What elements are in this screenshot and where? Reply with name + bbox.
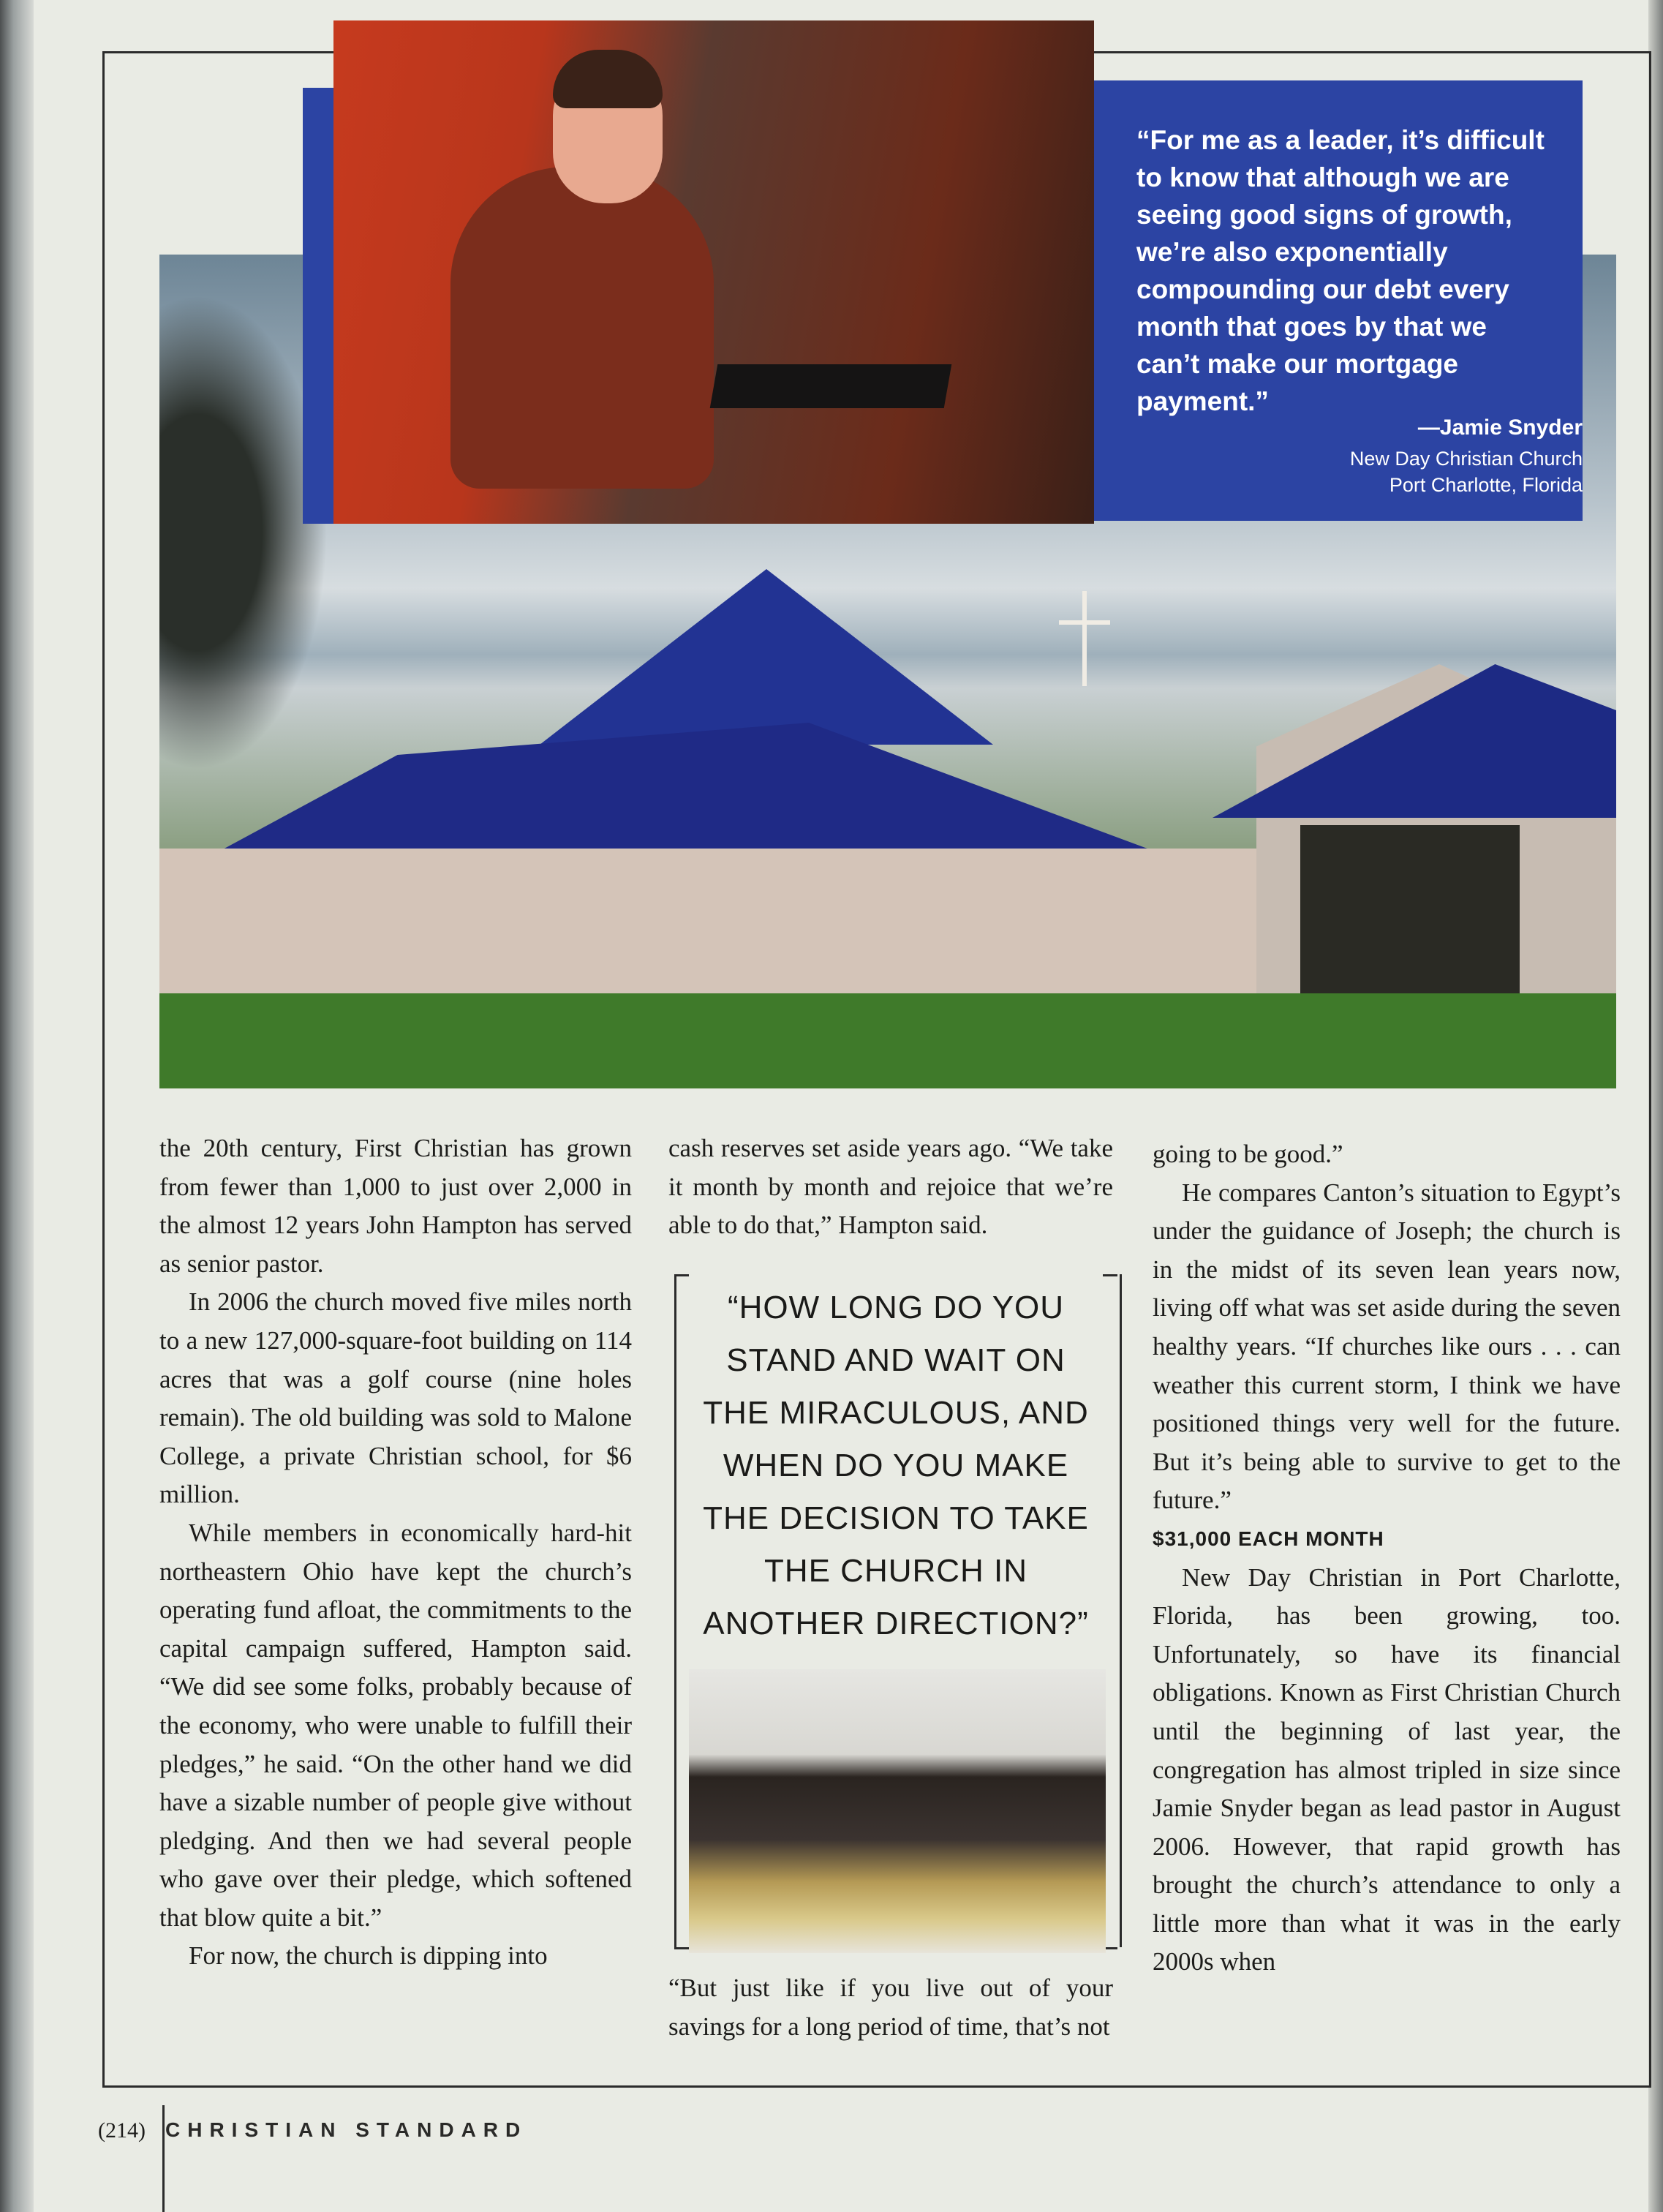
lawn [159,993,1616,1088]
bible-and-money-photo [689,1669,1106,1953]
text-column-1 [159,1129,632,1976]
music-stand [710,364,952,408]
paragraph: going to be good.” [1153,1140,1343,1168]
church-wall [159,849,1308,995]
speaker-photo [333,20,1094,524]
cross-icon-bar [1059,620,1110,625]
pull-quote-corner [674,1274,689,1276]
section-subhead: $31,000 EACH MONTH [1153,1527,1384,1550]
text-column-2 [668,1129,1113,1245]
paragraph: For now, the church is dipping into [189,1941,548,1971]
paragraph: cash reserves set aside years ago. “We take it month by month and rejoice that we’re able to do that,” Hampton said. [668,1134,1113,1240]
paragraph: In 2006 the church moved five miles north to a new 127,000-square-foot building on 114 acres that was a golf course (nine holes remain). The old building was sold to Malone College, a private Christian school, for $6 million. [159,1287,632,1509]
pull-quote: “HOW LONG DO YOU STAND AND WAIT ON THE MIRACULOUS, AND WHEN DO YOU MAKE THE DECISION TO TAKE THE CHURCH IN ANOTHER DIRECTION?” [703,1290,1089,1641]
text-column-3 [1153,1135,1621,1982]
pull-quote-corner [1103,1274,1117,1276]
book-spine-shadow [0,0,34,2212]
blue-panel-edge [303,88,333,524]
quote-attribution-church: New Day Christian Church [1349,448,1583,470]
quote-attribution-location: Port Charlotte, Florida [1389,474,1583,496]
quote-attribution-name: —Jamie Snyder [1417,415,1583,440]
paragraph: “But just like if you live out of your savings for a long period of time, that’s not [668,1974,1113,2041]
speaker-hair [553,50,663,108]
paragraph: He compares Canton’s situation to Egypt’s under the guidance of Joseph; the church is in the midst of its seven lean years now, living off what was set aside during the seven healthy years. “If churches like ours . . . can weather this current storm, I think we have positioned things very well for the future. But it’s being able to survive to get to the future.” [1153,1178,1621,1515]
cross-icon [1082,591,1087,686]
paragraph: the 20th century, First Christian has grown from fewer than 1,000 to just over 2,000 in the almost 12 years John Hampton has served as senior pastor. [159,1134,632,1278]
pull-quote-corner [674,1947,689,1949]
page-number: (214) [98,2118,146,2143]
church-entrance [1300,825,1520,993]
panel-quote: “For me as a leader, it’s difficult to know that although we are seeing good signs of growth, we’re also exponentially compounding our debt every month that goes by that we can’t make our mortgage payment.” [1136,125,1545,416]
paragraph: While members in economically hard-hit northeastern Ohio have kept the church’s operating fund afloat, the commitments to the capital campaign suffered, Hampton said. “We did see some folks, probably because of the economy, who were unable to fulfill their pledges,” he said. “On the other hand we did have a sizable number of people give without pledging. And then we had several people who gave over their pledge, which softened that blow quite a bit.” [159,1518,632,1932]
paragraph: New Day Christian in Port Charlotte, Florida, has been growing, too. Unfortunately, so have its financial obligations. Known as First Christian Church until the beginning of last year, the congregation has almost tripled in size since Jamie Snyder began as lead pastor in August 2006. However, that rapid growth has brought the church’s attendance to only a little more than what it was in the early 2000s when [1153,1562,1621,1976]
speaker-figure [450,167,714,489]
magazine-name: CHRISTIAN STANDARD [165,2118,528,2141]
church-roof-upper [540,569,993,745]
footer-rule [162,2105,165,2212]
